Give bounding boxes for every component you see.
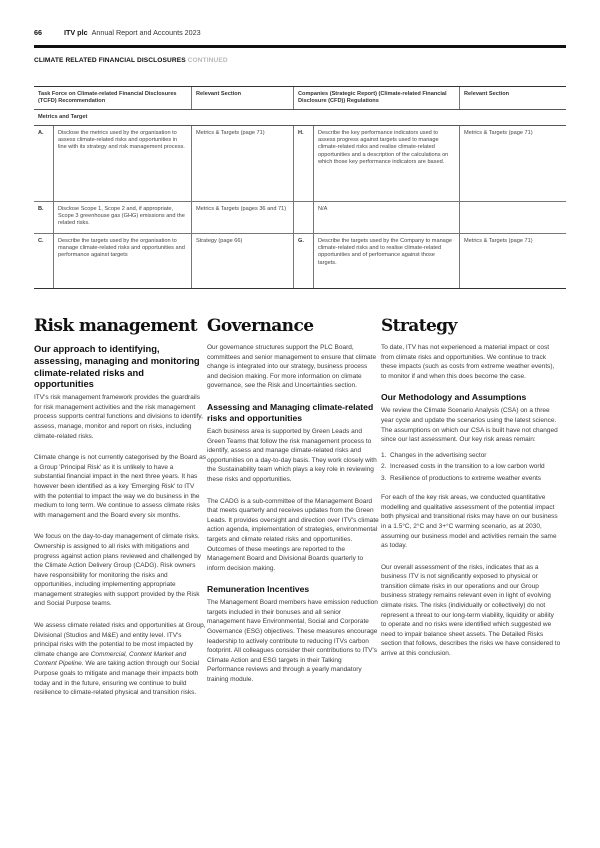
table-header-tcfd: Task Force on Climate-related Financial Disclosures (TCFD) Recommendation	[34, 87, 192, 109]
strategy-paragraph: To date, ITV has not experienced a material impact or cost from climate risks and opportunities. We continue to track these impacts (such as costs from extreme weather events), to monitor if and when this does become the case.	[381, 344, 555, 380]
governance-column	[207, 316, 379, 694]
governance-title: Governance	[207, 316, 314, 336]
strategy-paragraph: We review the Climate Scenario Analysis (CSA) on a three year cycle and update the scenarios using the latest science. The assumptions on which our CSA is built have not changed since our last assessment. Our key risk areas remain:	[381, 407, 558, 444]
risk-paragraph: Climate change is not currently categorised by the Board as a Group 'Principal Risk' as it is unlikely to have a substantial financial impact in the next three years. It has however been identified as a key 'Emerging Risk' to ITV with the potential to impact the way we do business in the medium to long term. We continue to assess climate risks with management and the Board every six months.	[34, 454, 206, 519]
governance-subheading: Assessing and Managing climate-related risks and opportunities	[207, 401, 374, 423]
tcfd-table	[34, 86, 566, 289]
list-item	[381, 462, 561, 472]
table-row	[34, 234, 566, 289]
risk-management-column	[34, 316, 206, 707]
risk-paragraph	[34, 621, 206, 698]
row-section: Strategy (page 66)	[192, 234, 294, 288]
strategy-title: Strategy	[381, 316, 457, 336]
company-name: ITV plc	[64, 28, 88, 37]
row-cfd-section: Metrics & Targets (page 71)	[464, 238, 533, 245]
table-row	[34, 202, 566, 234]
list-item	[381, 451, 561, 461]
row-cfd-letter: H.	[294, 126, 314, 201]
header-rule	[34, 45, 566, 48]
page-header	[34, 28, 566, 64]
risk-paragraph: We focus on the day-to-day management of climate risks. Ownership is assigned to all risks with mitigations and progress against action plans reviewed and challenged by the Climate Action Delivery Group (CADG). Risk owners have responsibility for monitoring the risks and opportunities, including implementing appropriate management strategies with support provided by the Risk and Social Purpose teams.	[34, 533, 201, 608]
row-cfd-description: Describe the targets used by the Company to manage climate-related risks and to realise climate-related opportunities and of performance against those targets.	[314, 234, 460, 288]
section-label-text: CLIMATE RELATED FINANCIAL DISCLOSURES	[34, 57, 186, 64]
table-header-cfd: Companies (Strategic Report) (Climate-related Financial Disclosure (CFD)) Regulations	[294, 87, 460, 109]
row-cfd-description: N/A	[314, 202, 460, 233]
table-header-section-2: Relevant Section	[464, 91, 510, 97]
section-label	[34, 57, 566, 64]
row-cfd-letter	[294, 202, 314, 233]
row-letter: C.	[34, 234, 54, 288]
governance-paragraph: The CADG is a sub-committee of the Management Board that meets quarterly and receives updates from the Green Leads. It provides oversight and direction over ITV's climate action agenda, implementation of strategies, environmental targets and climate related risks and opportunities. Outcomes of these meetings are reported to the Management Board and Divisional Boards quarterly to inform decision making.	[207, 497, 379, 572]
row-cfd-section	[460, 202, 566, 233]
risk-p4-principal-risks: Commercial, Content Market and Content Pipeline	[34, 650, 187, 668]
list-text: Resilience of productions to extreme weather events	[390, 474, 542, 482]
strategy-paragraph: For each of the key risk areas, we conducted quantitative modelling and qualitative assessment of the potential impact both physical and transitional risks may have on our business in a 1.5°C, 2°C and 3+°C warming scenario, as at 2030, assuming our business model and activities remain the same as today.	[381, 494, 558, 550]
governance-paragraph: The Management Board members have emission reduction targets included in their bonuses and all senior management have Environmental, Social and Corporate Governance (ESG) objectives. These measures encourage leadership to actively contribute to reducing ITVs carbon footprint. All colleagues consider their contributions to ITV's Climate Action and ESG targets in their Talking Performance reviews and through a yearly mandatory training module.	[207, 599, 378, 684]
table-header-row	[34, 86, 566, 110]
row-cfd-section: Metrics & Targets (page 71)	[464, 130, 533, 137]
list-number: 1.	[381, 451, 387, 459]
page-number: 66	[34, 28, 42, 37]
row-letter: B.	[34, 202, 54, 233]
governance-subheading: Remuneration Incentives	[207, 584, 310, 595]
table-group-label: Metrics and Target	[34, 110, 566, 126]
report-title: Annual Report and Accounts 2023	[91, 28, 201, 37]
row-cfd-letter: G.	[294, 234, 314, 288]
row-letter: A.	[34, 126, 54, 201]
strategy-subheading: Our Methodology and Assumptions	[381, 392, 527, 403]
risk-p4-text-b: . We are taking action through our Social Purpose goals to mitigate and manage their impacts both today and in the future, ensuring we continue to build resilience to climate-related physical and transition risks.	[34, 660, 200, 697]
table-row	[34, 126, 566, 202]
list-text: Changes in the advertising sector	[390, 451, 487, 459]
row-section: Metrics & Targets (pages 36 and 71)	[192, 202, 294, 233]
table-header-section: Relevant Section	[192, 87, 294, 109]
key-risk-list	[381, 451, 561, 484]
section-label-continued: CONTINUED	[187, 57, 228, 64]
row-section: Metrics & Targets (page 71)	[192, 126, 294, 201]
risk-paragraph: ITV's risk management framework provides the guardrails for risk management activities and the risk management process supports central functions and divisions to identify, assess, manage, monitor and report on risks, including climate-related risks.	[34, 394, 203, 440]
governance-paragraph: Each business area is supported by Green Leads and Green Teams that follow the risk management process to identify, assess and manage climate-related risks and opportunities on a day-to-day basis. They work closely with the Sustainability team which plays a key role in reviewing these risks and opportunities.	[207, 427, 377, 483]
row-description: Disclose Scope 1, Scope 2 and, if appropriate, Scope 3 greenhouse gas (GHG) emissions and the related risks.	[54, 202, 192, 233]
row-description: Disclose the metrics used by the organisation to assess climate-related risks and opportunities in line with its strategy and risk management process.	[54, 126, 192, 201]
row-cfd-description: Describe the key performance indicators used to assess progress against targets used to manage climate-related risks and realise climate-related opportunities and a description of the calculations on which those key performance indicators are based.	[314, 126, 460, 201]
list-number: 2.	[381, 463, 387, 471]
governance-paragraph: Our governance structures support the PLC Board, committees and senior management to ensure that climate change is integrated into our strategy, business process and decision making. For more information on climate governance, see the Risk and Uncertainties section.	[207, 344, 377, 390]
risk-management-subtitle: Our approach to identifying, assessing, managing and monitoring climate-related risks and opportunities	[34, 343, 200, 390]
strategy-column	[381, 316, 561, 668]
list-item	[381, 474, 561, 484]
risk-management-title: Risk management	[34, 316, 197, 336]
risk-p4-text-a: We assess climate related risks and opportunities at Group, Divisional (Studios and M&E) and entity level. ITV's principal risks with the potential to be most impacted by climate change are	[34, 622, 206, 658]
row-description: Describe the targets used by the organisation to manage climate-related risks and opportunities and performance against targets	[54, 234, 192, 288]
strategy-paragraph: Our overall assessment of the risks, indicates that as a business ITV is not significantly exposed to physical or transition climate risks in our operations and our Group business strategy remains relevant even in light of evolving climate risks. The risks (individually or collectively) do not represent a threat to our long-term viability, liquidity or ability to operate and no risks were identified which suggested we need to impair balance sheet assets. The Detailed Risks section that follows, describes the risks we have considered to arrive at this conclusion.	[381, 563, 561, 658]
list-number: 3.	[381, 474, 387, 482]
list-text: Increased costs in the transition to a low carbon world	[390, 463, 545, 471]
